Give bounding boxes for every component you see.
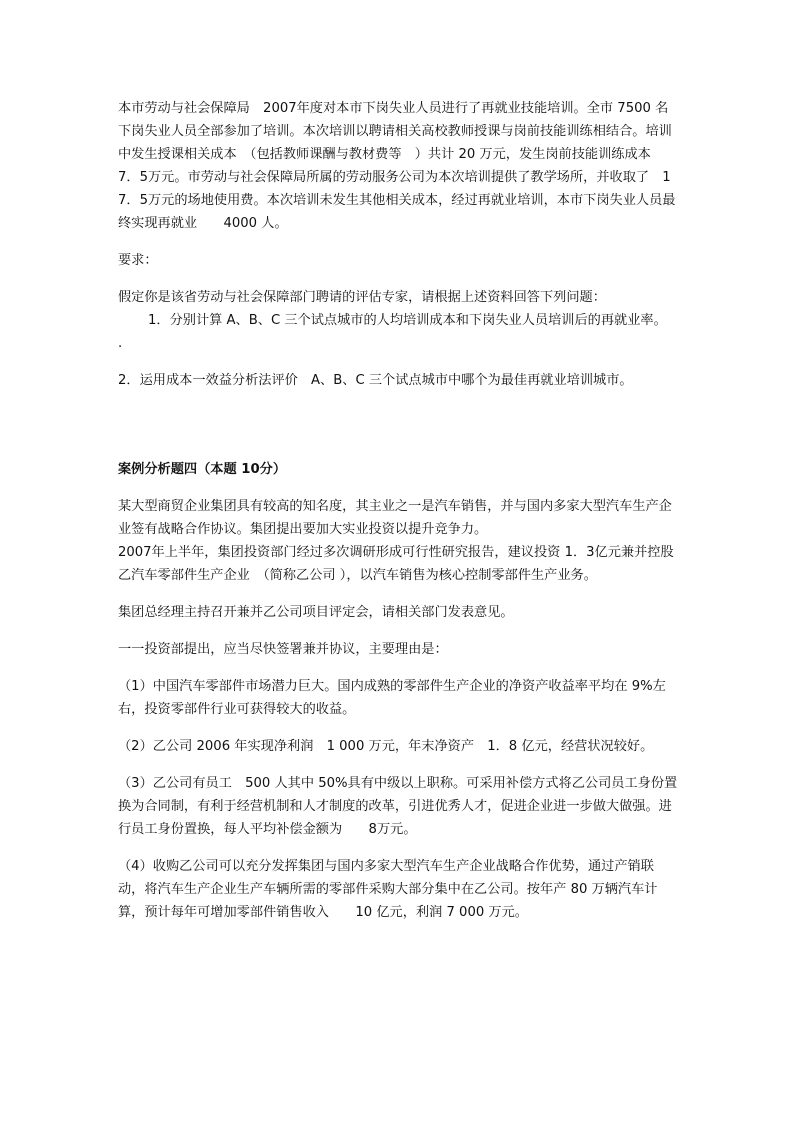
- investment-dept-view: 一一投资部提出，应当尽快签署兼并协议，主要理由是：: [118, 642, 448, 657]
- reason-2: （2）乙公司 2006 年实现净利润 1 000 万元，年末净资产 1．8 亿元，经营状况较好。: [118, 739, 654, 754]
- training-case-paragraph: 本市劳动与社会保障局 2007年度对本市下岗失业人员进行了再就业技能培训。全市 7500 名下岗失业人员全部参加了培训。本次培训以聘请相关高校教师授课与岗前技能训练相结合。培训中发生授课相关成本 （包括教师课酬与教材费等 ）共计 20 万元，发生岗前技能训练成本 7．5万元。市劳动与社会保障局所属的劳动服务公司为本次培训提供了教学场所，并收取了 17．5万元的场地使用费。本次培训未发生其他相关成本，经过再就业培训，本市下岗失业人员最终实现再就业 4000 人。: [118, 101, 676, 231]
- requirement-label: 要求：: [118, 253, 158, 268]
- expert-assumption: 假定你是该省劳动与社会保障部门聘请的评估专家，请根据上述资料回答下列问题：: [118, 290, 606, 305]
- reason-1: （1）中国汽车零部件市场潜力巨大。国内成熟的零部件生产企业的净资产收益率平均在 9%左右，投资零部件行业可获得较大的收益。: [118, 679, 666, 717]
- reason-4: （4）收购乙公司可以充分发挥集团与国内多家大型汽车生产企业战略合作优势，通过产销联动，将汽车生产企业生产车辆所需的零部件采购大部分集中在乙公司。按年产 80 万辆汽车计算，预计每年可增加零部件销售收入 10 亿元，利润 7 000 万元。: [118, 859, 658, 920]
- review-meeting: 集团总经理主持召开兼并乙公司项目评定会，请相关部门发表意见。: [118, 605, 514, 620]
- question-1: 1．分别计算 A、B、C 三个试点城市的人均培训成本和下岗失业人员培训后的再就业率。 .: [118, 313, 700, 351]
- reason-3: （3）乙公司有员工 500 人其中 50%具有中级以上职称。可采用补偿方式将乙公司员工身份置换为合同制，有利于经营机制和人才制度的改革，引进优秀人才，促进企业进一步做大做强。进行员工身份置换，每人平均补偿金额为 8万元。: [118, 776, 678, 837]
- investment-proposal: 2007年上半年，集团投资部门经过多次调研形成可行性研究报告，建议投资 1．3亿元兼并控股乙汽车零部件生产企业 （简称乙公司 ），以汽车销售为核心控制零部件生产业务。: [118, 545, 674, 583]
- section-spacer: [118, 406, 678, 458]
- question-2: 2．运用成本一效益分析法评价 A、B、C 三个试点城市中哪个为最佳再就业培训城市。: [118, 373, 633, 388]
- document-page: [118, 97, 700, 938]
- group-intro: 某大型商贸企业集团具有较高的知名度，其主业之一是汽车销售，并与国内多家大型汽车生产企业签有战略合作协议。集团提出要加大实业投资以提升竞争力。: [118, 499, 672, 537]
- case-heading: 案例分析题四（本题 10分）: [118, 462, 287, 477]
